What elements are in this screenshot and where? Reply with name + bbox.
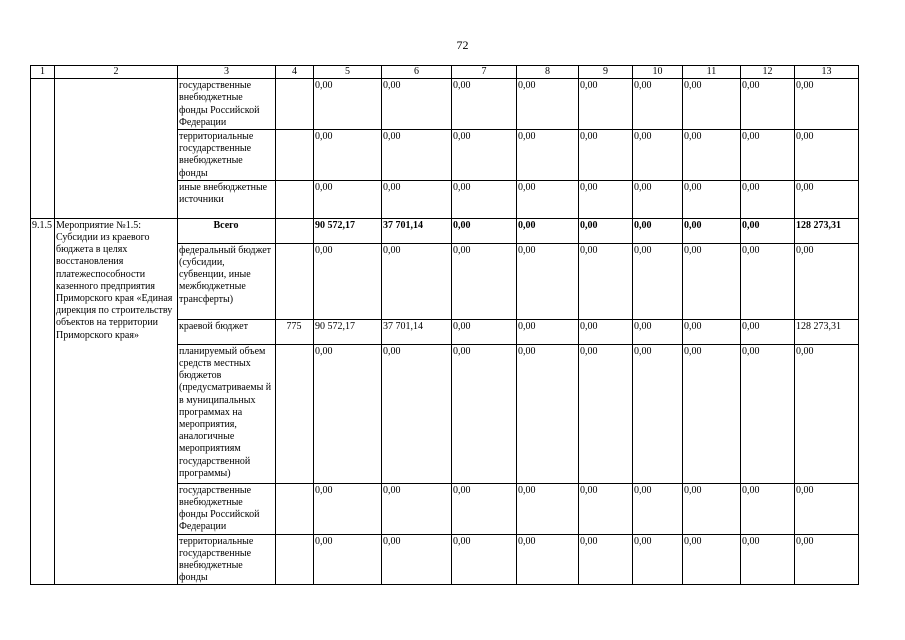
value-cell: 0,00 <box>382 130 452 181</box>
col-header-13: 13 <box>795 66 859 79</box>
value-cell: 0,00 <box>795 243 859 319</box>
col-header-12: 12 <box>741 66 795 79</box>
value-cell: 0,00 <box>741 130 795 181</box>
value-cell: 0,00 <box>795 79 859 130</box>
col-header-5: 5 <box>314 66 382 79</box>
value-cell: 0,00 <box>314 483 382 534</box>
value-cell: 0,00 <box>517 534 579 585</box>
value-cell: 0,00 <box>579 483 633 534</box>
code-cell <box>276 218 314 243</box>
value-cell: 0,00 <box>633 483 683 534</box>
value-cell: 0,00 <box>382 79 452 130</box>
value-cell: 0,00 <box>517 344 579 483</box>
value-cell: 90 572,17 <box>314 319 382 344</box>
value-cell: 37 701,14 <box>382 319 452 344</box>
value-cell: 0,00 <box>633 79 683 130</box>
value-cell: 0,00 <box>683 180 741 218</box>
value-cell: 0,00 <box>795 344 859 483</box>
value-cell: 0,00 <box>741 483 795 534</box>
value-cell: 0,00 <box>579 180 633 218</box>
source-cell: планируемый объем средств местных бюджетов (предусматриваемы й в муниципальных программах на мероприятия, аналогичные мероприятиям государственной программы) <box>178 344 276 483</box>
table-row <box>31 218 859 243</box>
value-cell: 0,00 <box>683 319 741 344</box>
col-header-4: 4 <box>276 66 314 79</box>
source-cell: государственные внебюджетные фонды Российской Федерации <box>178 483 276 534</box>
section-number-cell: 9.1.5 <box>31 218 55 585</box>
value-cell: 128 273,31 <box>795 218 859 243</box>
value-cell: 0,00 <box>517 483 579 534</box>
value-cell: 0,00 <box>517 319 579 344</box>
value-cell: 0,00 <box>633 130 683 181</box>
value-cell: 0,00 <box>517 79 579 130</box>
value-cell: 0,00 <box>452 243 517 319</box>
value-cell: 0,00 <box>452 130 517 181</box>
value-cell: 0,00 <box>314 180 382 218</box>
value-cell: 90 572,17 <box>314 218 382 243</box>
col-header-8: 8 <box>517 66 579 79</box>
value-cell: 0,00 <box>741 79 795 130</box>
value-cell: 0,00 <box>633 319 683 344</box>
value-cell: 0,00 <box>683 130 741 181</box>
value-cell: 0,00 <box>452 483 517 534</box>
header-row <box>31 66 859 79</box>
value-cell: 0,00 <box>741 180 795 218</box>
value-cell: 0,00 <box>452 319 517 344</box>
value-cell: 128 273,31 <box>795 319 859 344</box>
code-cell <box>276 243 314 319</box>
code-cell <box>276 130 314 181</box>
value-cell: 0,00 <box>517 243 579 319</box>
value-cell: 0,00 <box>741 218 795 243</box>
page-number: 72 <box>456 38 469 52</box>
code-cell <box>276 534 314 585</box>
value-cell: 0,00 <box>741 319 795 344</box>
col-header-11: 11 <box>683 66 741 79</box>
source-cell: краевой бюджет <box>178 319 276 344</box>
col-header-9: 9 <box>579 66 633 79</box>
value-cell: 0,00 <box>683 243 741 319</box>
value-cell: 0,00 <box>314 534 382 585</box>
value-cell: 0,00 <box>314 344 382 483</box>
source-cell: территориальные государственные внебюджетные фонды <box>178 130 276 181</box>
value-cell: 0,00 <box>741 344 795 483</box>
col-header-6: 6 <box>382 66 452 79</box>
value-cell: 0,00 <box>741 534 795 585</box>
value-cell: 0,00 <box>579 218 633 243</box>
code-cell <box>276 344 314 483</box>
section-name-cell: Мероприятие №1.5: Субсидии из краевого бюджета в целях восстановления платежеспособности казенного предприятия Приморского края «Единая дирекция по строительству объектов на территории Приморского края» <box>55 218 178 585</box>
value-cell: 0,00 <box>579 319 633 344</box>
col-header-10: 10 <box>633 66 683 79</box>
value-cell: 0,00 <box>579 130 633 181</box>
value-cell: 0,00 <box>579 344 633 483</box>
value-cell: 0,00 <box>382 344 452 483</box>
value-cell: 0,00 <box>633 344 683 483</box>
value-cell: 0,00 <box>314 79 382 130</box>
value-cell: 0,00 <box>452 218 517 243</box>
value-cell: 0,00 <box>382 534 452 585</box>
value-cell: 0,00 <box>633 243 683 319</box>
code-cell <box>276 483 314 534</box>
source-cell: иные внебюджетные источники <box>178 180 276 218</box>
value-cell: 0,00 <box>579 243 633 319</box>
value-cell: 0,00 <box>452 79 517 130</box>
col-header-3: 3 <box>178 66 276 79</box>
col-header-7: 7 <box>452 66 517 79</box>
value-cell: 0,00 <box>633 180 683 218</box>
value-cell: 0,00 <box>452 344 517 483</box>
value-cell: 0,00 <box>382 180 452 218</box>
value-cell: 0,00 <box>382 243 452 319</box>
value-cell: 0,00 <box>795 483 859 534</box>
value-cell: 0,00 <box>683 344 741 483</box>
value-cell: 0,00 <box>517 218 579 243</box>
value-cell: 0,00 <box>517 180 579 218</box>
value-cell: 0,00 <box>517 130 579 181</box>
col-header-2: 2 <box>55 66 178 79</box>
value-cell: 37 701,14 <box>382 218 452 243</box>
source-cell-total: Всего <box>178 218 276 243</box>
value-cell: 0,00 <box>314 243 382 319</box>
value-cell: 0,00 <box>579 79 633 130</box>
source-cell: государственные внебюджетные фонды Российской Федерации <box>178 79 276 130</box>
budget-table <box>30 65 859 585</box>
value-cell: 0,00 <box>795 180 859 218</box>
code-cell: 775 <box>276 319 314 344</box>
value-cell: 0,00 <box>452 180 517 218</box>
value-cell: 0,00 <box>741 243 795 319</box>
source-cell: федеральный бюджет (субсидии, субвенции, иные межбюджетные трансферты) <box>178 243 276 319</box>
table-row <box>31 79 859 130</box>
value-cell: 0,00 <box>452 534 517 585</box>
value-cell: 0,00 <box>683 534 741 585</box>
value-cell: 0,00 <box>633 218 683 243</box>
value-cell: 0,00 <box>382 483 452 534</box>
section-name-cell <box>55 79 178 219</box>
value-cell: 0,00 <box>795 130 859 181</box>
value-cell: 0,00 <box>683 218 741 243</box>
source-cell: территориальные государственные внебюджетные фонды <box>178 534 276 585</box>
value-cell: 0,00 <box>579 534 633 585</box>
value-cell: 0,00 <box>633 534 683 585</box>
value-cell: 0,00 <box>314 130 382 181</box>
code-cell <box>276 79 314 130</box>
code-cell <box>276 180 314 218</box>
section-number-cell <box>31 79 55 219</box>
value-cell: 0,00 <box>683 483 741 534</box>
value-cell: 0,00 <box>795 534 859 585</box>
value-cell: 0,00 <box>683 79 741 130</box>
col-header-1: 1 <box>31 66 55 79</box>
